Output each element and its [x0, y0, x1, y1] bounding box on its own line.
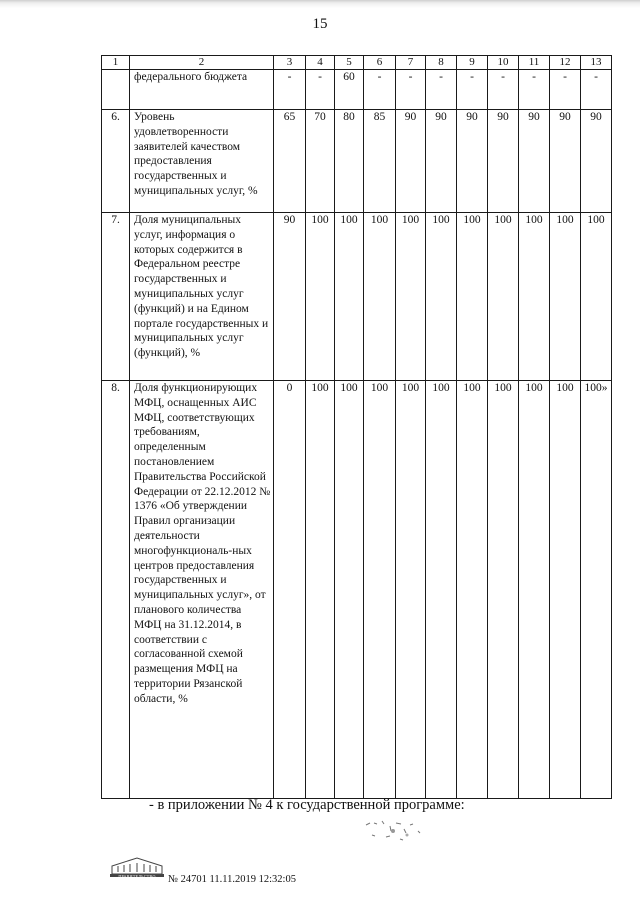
- registration-number: № 24701 11.11.2019 12:32:05: [168, 874, 296, 885]
- header-cell: 2: [130, 56, 274, 70]
- value-cell: 90: [488, 110, 519, 213]
- value-cell: 100: [364, 381, 396, 799]
- value-cell: 85: [364, 110, 396, 213]
- value-cell: -: [274, 70, 306, 110]
- page-number: 15: [312, 16, 328, 32]
- table-row: [102, 213, 612, 381]
- value-cell: -: [581, 70, 612, 110]
- indicator-name: федерального бюджета: [130, 70, 274, 110]
- value-cell: -: [306, 70, 335, 110]
- header-cell: 12: [550, 56, 581, 70]
- value-cell: 90: [396, 110, 426, 213]
- header-cell: 5: [335, 56, 364, 70]
- value-cell: 100: [335, 213, 364, 381]
- value-cell: 100: [396, 213, 426, 381]
- value-cell: -: [396, 70, 426, 110]
- value-cell: -: [488, 70, 519, 110]
- table-row: [102, 110, 612, 213]
- value-cell: 100: [457, 213, 488, 381]
- table-header-row: [102, 56, 612, 70]
- header-cell: 4: [306, 56, 335, 70]
- table-row: [102, 70, 612, 110]
- value-cell: 100: [550, 381, 581, 799]
- footer-line: - в приложении № 4 к государственной программе:: [149, 797, 465, 813]
- value-cell: 0: [274, 381, 306, 799]
- header-cell: 7: [396, 56, 426, 70]
- value-cell: 90: [581, 110, 612, 213]
- value-cell: 90: [274, 213, 306, 381]
- row-number: 7.: [102, 213, 130, 381]
- header-cell: 11: [519, 56, 550, 70]
- value-cell: 90: [457, 110, 488, 213]
- header-cell: 1: [102, 56, 130, 70]
- value-cell: 100: [519, 213, 550, 381]
- header-cell: 8: [426, 56, 457, 70]
- header-cell: 13: [581, 56, 612, 70]
- value-cell: 60: [335, 70, 364, 110]
- value-cell: -: [364, 70, 396, 110]
- value-cell: 100: [396, 381, 426, 799]
- value-cell: 100: [457, 381, 488, 799]
- value-cell: 100: [519, 381, 550, 799]
- value-cell: -: [457, 70, 488, 110]
- indicator-name: Доля функционирующих МФЦ, оснащенных АИС МФЦ, соответствующих требованиям, определенным постановлением Правительства Российской Федерации от 22.12.2012 № 1376 «Об утверждении Правил организации деятельности многофункциональ-ных центров предоставления государственных и муниципальных услуг», от планового количества МФЦ на 31.12.2014, в соответствии с согласованной схемой размещения МФЦ на территории Рязанской области, %: [130, 381, 274, 799]
- indicator-name: Доля муниципальных услуг, информация о которых содержится в Федеральном реестре государственных и муниципальных услуг (функций) и на Едином портале государственных и муниципальных услуг (функций), %: [130, 213, 274, 381]
- value-cell: 100: [335, 381, 364, 799]
- value-cell: 70: [306, 110, 335, 213]
- stamp-mark: [360, 817, 430, 845]
- header-cell: 9: [457, 56, 488, 70]
- value-cell: 100: [550, 213, 581, 381]
- value-cell: 100: [306, 381, 335, 799]
- row-number: [102, 70, 130, 110]
- scan-edge: [0, 0, 640, 8]
- value-cell: 100: [426, 213, 457, 381]
- value-cell: -: [519, 70, 550, 110]
- indicator-name: Уровень удовлетворенности заявителей качеством предоставления государственных и муниципальных услуг, %: [130, 110, 274, 213]
- value-cell: 100»: [581, 381, 612, 799]
- value-cell: 100: [488, 381, 519, 799]
- indicators-table: [101, 55, 612, 799]
- value-cell: 100: [426, 381, 457, 799]
- row-number: 8.: [102, 381, 130, 799]
- value-cell: 100: [581, 213, 612, 381]
- row-number: 6.: [102, 110, 130, 213]
- value-cell: -: [426, 70, 457, 110]
- value-cell: -: [550, 70, 581, 110]
- header-cell: 3: [274, 56, 306, 70]
- header-cell: 6: [364, 56, 396, 70]
- logo-caption: ПРАВИТЕЛЬСТВО: [118, 875, 156, 878]
- value-cell: 90: [550, 110, 581, 213]
- value-cell: 65: [274, 110, 306, 213]
- value-cell: 100: [306, 213, 335, 381]
- government-logo: [108, 854, 166, 878]
- table-row: [102, 381, 612, 799]
- value-cell: 80: [335, 110, 364, 213]
- value-cell: 90: [426, 110, 457, 213]
- value-cell: 90: [519, 110, 550, 213]
- value-cell: 100: [488, 213, 519, 381]
- value-cell: 100: [364, 213, 396, 381]
- header-cell: 10: [488, 56, 519, 70]
